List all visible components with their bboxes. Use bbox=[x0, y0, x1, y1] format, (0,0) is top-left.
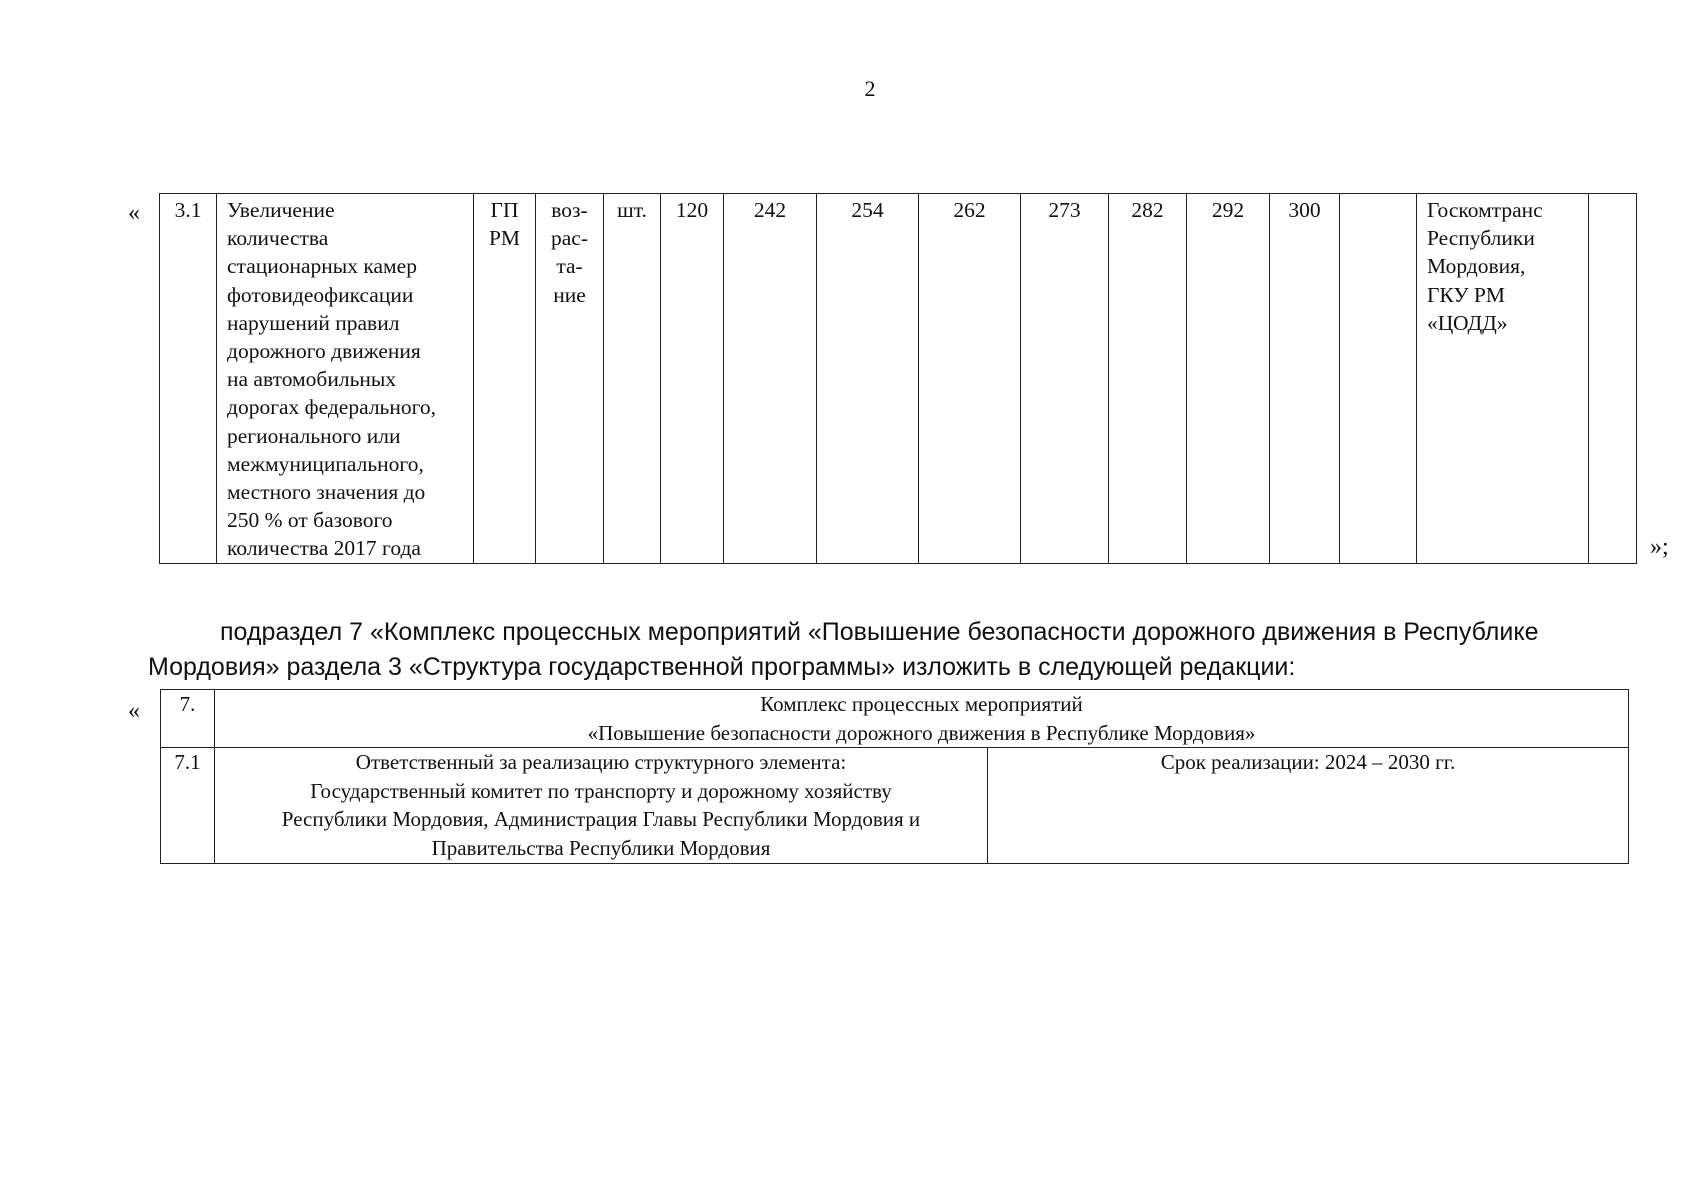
value-cell: 292 bbox=[1187, 194, 1270, 564]
description-line: количества bbox=[227, 226, 329, 251]
table-row bbox=[161, 690, 1629, 748]
responsible-line: Госкомтранс bbox=[1427, 198, 1543, 222]
table-row bbox=[161, 748, 1629, 863]
description-line: дорожного движения bbox=[227, 339, 421, 364]
level-line: РМ bbox=[488, 226, 521, 251]
empty-cell bbox=[1340, 194, 1417, 564]
description-line: Увеличение bbox=[227, 198, 335, 222]
description-line: фотовидеофиксации bbox=[227, 282, 414, 307]
responsible-cell bbox=[215, 748, 988, 863]
responsible-line: «ЦОДД» bbox=[1427, 310, 1508, 335]
table2-open-quote: « bbox=[128, 698, 140, 724]
value-cell: 300 bbox=[1270, 194, 1340, 564]
responsible-cell bbox=[1417, 194, 1589, 564]
level-cell bbox=[474, 194, 536, 564]
value-cell: 282 bbox=[1109, 194, 1187, 564]
description-line: нарушений правил bbox=[227, 310, 400, 335]
indicator-description-cell bbox=[217, 194, 474, 564]
trend-line: рас- bbox=[551, 226, 588, 251]
responsible-line: Государственный комитет по транспорту и дорожному хозяйству bbox=[310, 778, 892, 803]
table-row bbox=[160, 194, 1637, 564]
table1-open-quote: « bbox=[128, 200, 140, 226]
empty-cell bbox=[1589, 194, 1637, 564]
unit-cell: шт. bbox=[604, 194, 661, 564]
trend-line: та- bbox=[556, 254, 583, 279]
description-line: регионального или bbox=[227, 423, 401, 448]
description-line: местного значения до bbox=[227, 480, 426, 505]
trend-cell bbox=[536, 194, 604, 564]
responsible-line: ГКУ РМ bbox=[1427, 282, 1506, 307]
base-value-cell: 120 bbox=[661, 194, 724, 564]
indicator-table bbox=[159, 193, 1637, 564]
responsible-line: Республики Мордовия, Администрация Главы Республики Мордовия и bbox=[281, 807, 921, 832]
value-cell: 242 bbox=[724, 194, 817, 564]
trend-line: воз- bbox=[551, 198, 588, 222]
section-title-cell bbox=[215, 690, 1629, 748]
structure-table bbox=[160, 689, 1629, 864]
description-line: межмуниципального, bbox=[227, 451, 424, 476]
responsible-line: Правительства Республики Мордовия bbox=[431, 835, 771, 860]
description-line: количества 2017 года bbox=[227, 536, 421, 561]
responsible-line: Мордовия, bbox=[1427, 254, 1526, 279]
description-line: на автомобильных bbox=[227, 367, 397, 392]
level-line: ГП bbox=[490, 198, 519, 222]
responsible-line: Республики bbox=[1427, 226, 1535, 251]
description-line: 250 % от базового bbox=[227, 508, 393, 533]
row-number-cell: 3.1 bbox=[160, 194, 217, 564]
table1-close-quote: »; bbox=[1650, 534, 1669, 560]
instruction-paragraph: подраздел 7 «Комплекс процессных мероприятий «Повышение безопасности дорожного движения в Республике Мордовия» раздела 3 «Структура государственной программы» изложить в следующей редакции: bbox=[148, 618, 1539, 681]
term-cell: Срок реализации: 2024 – 2030 гг. bbox=[988, 748, 1629, 863]
description-line: дорогах федерального, bbox=[227, 395, 437, 420]
section-number-cell: 7. bbox=[161, 690, 215, 748]
description-line: стационарных камер bbox=[227, 254, 417, 279]
value-cell: 254 bbox=[817, 194, 919, 564]
page-number: 2 bbox=[864, 76, 876, 101]
row-number-cell: 7.1 bbox=[161, 748, 215, 863]
trend-line: ние bbox=[553, 282, 586, 307]
section-title-line: Комплекс процессных мероприятий bbox=[760, 692, 1083, 716]
value-cell: 273 bbox=[1021, 194, 1109, 564]
value-cell: 262 bbox=[919, 194, 1021, 564]
section-title-line: «Повышение безопасности дорожного движения в Республике Мордовия» bbox=[587, 720, 1256, 745]
responsible-line: Ответственный за реализацию структурного элемента: bbox=[355, 750, 847, 775]
